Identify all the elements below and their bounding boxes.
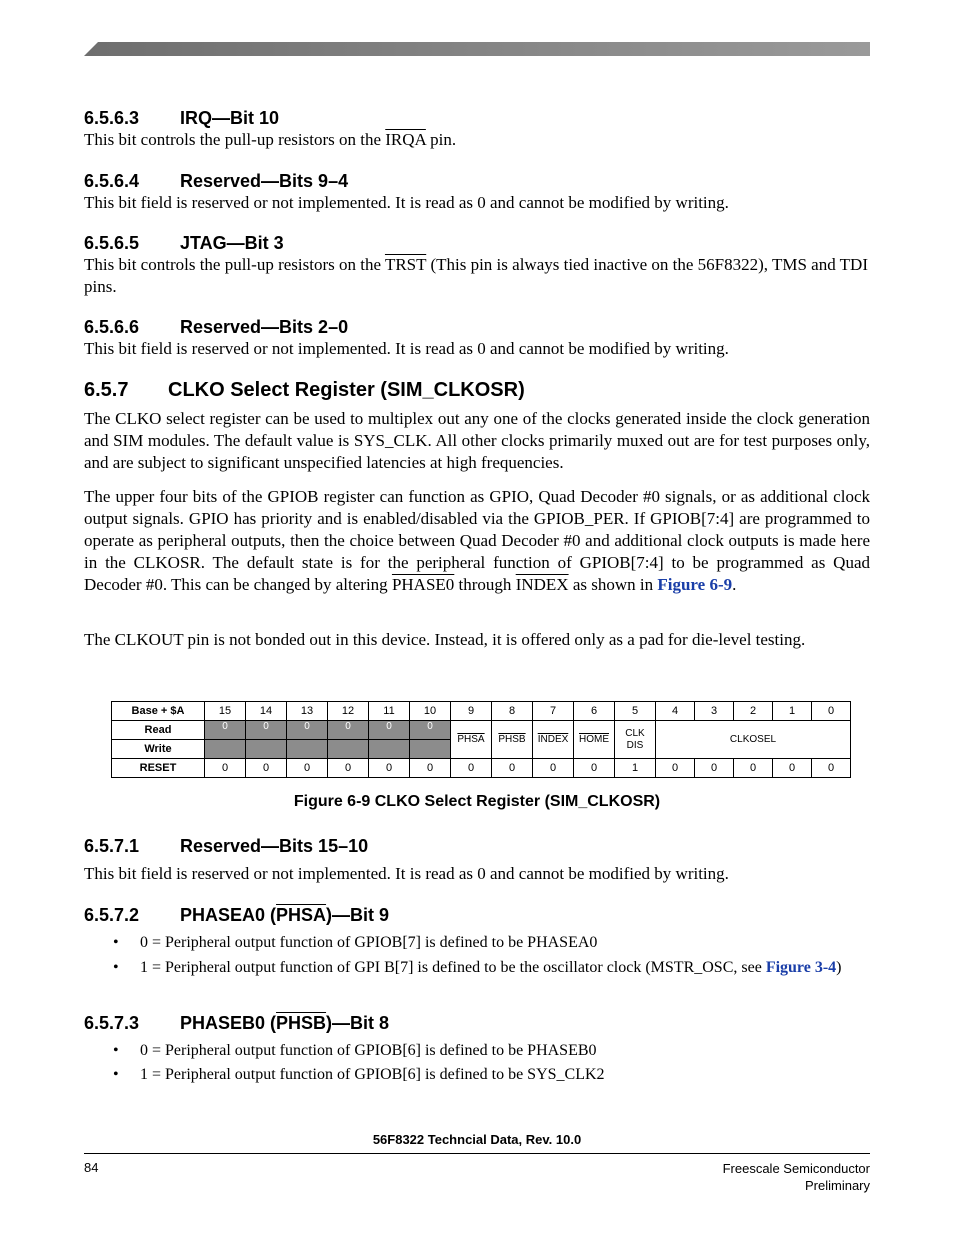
register-table <box>111 701 851 778</box>
reserved-bit: 0 <box>328 721 369 740</box>
bit-cell: 10 <box>410 702 451 721</box>
reset-value: 0 <box>205 759 246 778</box>
paragraph-jtag: This bit controls the pull-up resistors on the TRST (This pin is always tied inactive on the 56F8322), TMS and TDI pins. <box>84 255 868 296</box>
paragraph-clko-1: The CLKO select register can be used to multiplex out any one of the clocks generated inside the clock generation and SIM modules. The default value is SYS_CLK. All other clocks primarily muxed out are for test purposes only, and are subject to significant unspecified latencies at high frequencies. <box>84 409 870 472</box>
reserved-bit: 0 <box>410 721 451 740</box>
reset-value: 1 <box>615 759 656 778</box>
bit-row <box>112 702 851 721</box>
reset-label: RESET <box>112 759 205 778</box>
reset-value: 0 <box>451 759 492 778</box>
bit-cell: 11 <box>369 702 410 721</box>
heading-phasea0: 6.5.7.2 PHASEA0 (PHSA)—Bit 9 <box>84 905 390 925</box>
footer-title: 56F8322 Techncial Data, Rev. 10.0 <box>372 1132 582 1147</box>
bit-cell: 2 <box>734 702 773 721</box>
reset-value: 0 <box>287 759 328 778</box>
field-index: INDEX <box>533 721 574 759</box>
field-phsa: PHSA <box>451 721 492 759</box>
field-clkosel: CLKOSEL <box>656 721 851 759</box>
heading-phaseb0: 6.5.7.3 PHASEB0 (PHSB)—Bit 8 <box>84 1013 390 1033</box>
reset-value: 0 <box>410 759 451 778</box>
reset-value: 0 <box>533 759 574 778</box>
base-label: Base + $A <box>112 702 205 721</box>
reserved-bit: 0 <box>246 721 287 740</box>
reserved-bit: 0 <box>287 721 328 740</box>
reserved-bit: 0 <box>205 721 246 740</box>
reset-row <box>112 759 851 778</box>
reset-value: 0 <box>773 759 812 778</box>
figure-caption: Figure 6-9 CLKO Select Register (SIM_CLKOSR) <box>293 793 661 810</box>
reset-value: 0 <box>574 759 615 778</box>
reset-value: 0 <box>246 759 287 778</box>
reserved-bit <box>328 740 369 759</box>
paragraph-irq: This bit controls the pull-up resistors on the IRQA pin. <box>84 130 457 149</box>
paragraph-reserved-9-4: This bit field is reserved or not implemented. It is read as 0 and cannot be modified by writing. <box>84 193 729 212</box>
heading-reserved-2-0: 6.5.6.6 Reserved—Bits 2–0 <box>84 317 349 337</box>
read-label: Read <box>112 721 205 740</box>
heading-reserved-15-10: 6.5.7.1 Reserved—Bits 15–10 <box>84 836 369 856</box>
reset-value: 0 <box>734 759 773 778</box>
reserved-bit <box>246 740 287 759</box>
bit-cell: 14 <box>246 702 287 721</box>
reset-value: 0 <box>369 759 410 778</box>
heading-irq: 6.5.6.3 IRQ—Bit 10 <box>84 108 280 128</box>
bit-cell: 3 <box>695 702 734 721</box>
reserved-bit <box>369 740 410 759</box>
page-number: 84 <box>84 1160 99 1175</box>
footer-company: Freescale Semiconductor Preliminary <box>722 1161 870 1193</box>
field-home: HOME <box>574 721 615 759</box>
reserved-bit <box>205 740 246 759</box>
reset-value: 0 <box>695 759 734 778</box>
reset-value: 0 <box>328 759 369 778</box>
heading-jtag: 6.5.6.5 JTAG—Bit 3 <box>84 233 284 253</box>
field-clk-dis: CLK DIS <box>615 721 656 759</box>
bit-cell: 13 <box>287 702 328 721</box>
bit-cell: 9 <box>451 702 492 721</box>
paragraph-clko-2: The upper four bits of the GPIOB register can function as GPIO, Quad Decoder #0 signals, or as additional clock output signals. GPIO has priority and is enabled/disabled via the GPIOB_PER. If GPIOB[7:4] are programmed to operate as peripheral outputs, then the choice between Quad Decoder #0 and additional clock outputs is made here in the CLKOSR. The default state is for the peripheral function of GPIOB[7:4] to be programmed as Quad Decoder #0. This can be changed by altering PHASE0 through INDEX as shown in Figure 6-9. <box>84 487 870 594</box>
figure-3-4-link[interactable]: Figure 3-4 <box>765 959 837 976</box>
heading-reserved-9-4: 6.5.6.4 Reserved—Bits 9–4 <box>84 171 349 191</box>
reserved-bit <box>287 740 328 759</box>
bit-cell: 5 <box>615 702 656 721</box>
bit-cell: 4 <box>656 702 695 721</box>
reserved-bit <box>410 740 451 759</box>
bit-cell: 8 <box>492 702 533 721</box>
bit-cell: 1 <box>773 702 812 721</box>
reset-value: 0 <box>492 759 533 778</box>
bit-cell: 6 <box>574 702 615 721</box>
heading-clko-select: 6.5.7 CLKO Select Register (SIM_CLKOSR) <box>84 379 525 401</box>
header-bar <box>84 42 870 56</box>
reset-value: 0 <box>656 759 695 778</box>
bit-cell: 7 <box>533 702 574 721</box>
paragraph-reserved-15-10: This bit field is reserved or not implemented. It is read as 0 and cannot be modified by writing. <box>84 864 729 883</box>
reserved-bit: 0 <box>369 721 410 740</box>
write-label: Write <box>112 740 205 759</box>
figure-6-9-link[interactable]: Figure 6-9 <box>657 575 733 594</box>
bit-cell: 15 <box>205 702 246 721</box>
reset-value: 0 <box>812 759 851 778</box>
paragraph-reserved-2-0: This bit field is reserved or not implemented. It is read as 0 and cannot be modified by writing. <box>84 339 729 358</box>
field-phsb: PHSB <box>492 721 533 759</box>
footer-divider <box>84 1153 870 1154</box>
read-row <box>112 721 851 740</box>
paragraph-clko-3: The CLKOUT pin is not bonded out in this device. Instead, it is offered only as a pad for die-level testing. <box>84 630 806 649</box>
bit-cell: 0 <box>812 702 851 721</box>
bit-cell: 12 <box>328 702 369 721</box>
